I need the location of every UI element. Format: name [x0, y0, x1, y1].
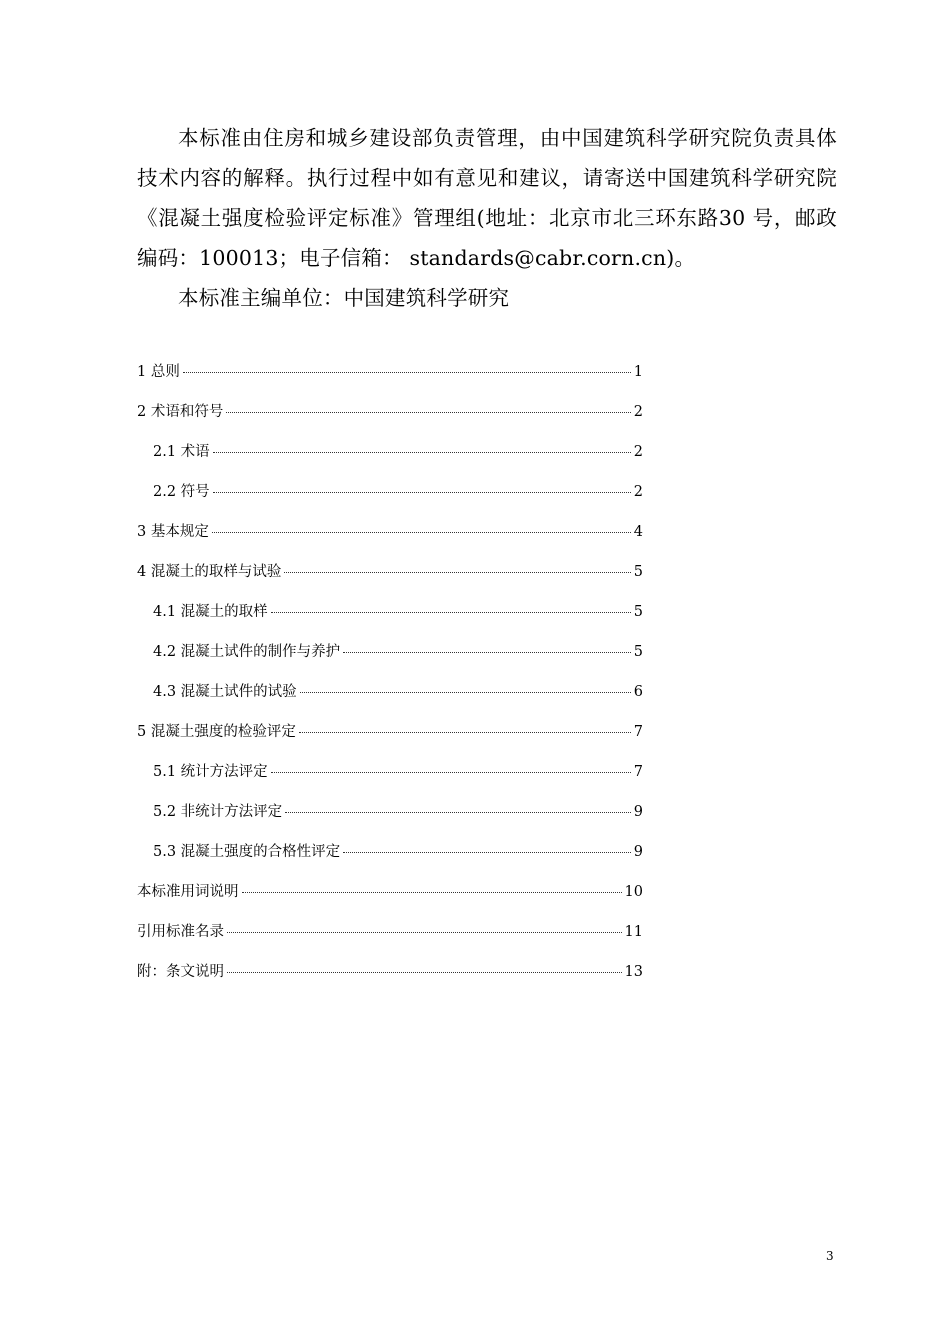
toc-entry-page: 1 — [633, 364, 643, 380]
toc-entry-label: 4.2 混凝土试件的制作与养护 — [153, 644, 341, 660]
toc-dot-leader — [271, 612, 631, 613]
toc-entry[interactable] — [137, 840, 643, 880]
toc-entry[interactable] — [137, 800, 643, 840]
toc-entry[interactable] — [137, 960, 643, 1000]
toc-dot-leader — [242, 892, 622, 893]
toc-entry-label: 2.1 术语 — [153, 444, 210, 460]
toc-entry-label: 5 混凝土强度的检验评定 — [137, 724, 296, 740]
toc-entry[interactable] — [137, 600, 643, 640]
toc-entry-page: 10 — [624, 884, 643, 900]
toc-entry-page: 7 — [633, 724, 643, 740]
toc-entry-page: 13 — [624, 964, 643, 980]
toc-entry[interactable] — [137, 520, 643, 560]
intro-paragraph-chief-unit: 本标准主编单位：中国建筑科学研究 — [178, 286, 510, 310]
toc-entry[interactable] — [137, 680, 643, 720]
toc-entry[interactable] — [137, 360, 643, 400]
toc-entry-page: 4 — [633, 524, 643, 540]
toc-dot-leader — [213, 452, 631, 453]
toc-dot-leader — [227, 932, 622, 933]
intro-paragraph-management: 本标准由住房和城乡建设部负责管理，由中国建筑科学研究院负责具体技术内容的解释。执行过程中如有意见和建议，请寄送中国建筑科学研究院《混凝土强度检验评定标准》管理组(地址：北京市北三环东路30 号，邮政编码：100013；电子信箱： standards@cabr.corn.cn)。 — [137, 126, 837, 270]
toc-entry-page: 9 — [633, 804, 643, 820]
table-of-contents — [137, 360, 643, 1000]
toc-entry[interactable] — [137, 560, 643, 600]
toc-dot-leader — [226, 412, 630, 413]
toc-entry-page: 5 — [633, 604, 643, 620]
toc-entry[interactable] — [137, 760, 643, 800]
toc-entry-label: 4.1 混凝土的取样 — [153, 604, 268, 620]
toc-entry-label: 附：条文说明 — [137, 964, 224, 980]
toc-entry[interactable] — [137, 720, 643, 760]
toc-dot-leader — [284, 572, 630, 573]
toc-entry-label: 1 总则 — [137, 364, 180, 380]
toc-entry-label: 5.2 非统计方法评定 — [153, 804, 283, 820]
toc-entry-label: 5.3 混凝土强度的合格性评定 — [153, 844, 341, 860]
toc-entry-label: 4.3 混凝土试件的试验 — [153, 684, 297, 700]
toc-entry[interactable] — [137, 400, 643, 440]
toc-dot-leader — [300, 692, 631, 693]
toc-entry-page: 9 — [633, 844, 643, 860]
toc-dot-leader — [212, 532, 631, 533]
toc-entry-label: 引用标准名录 — [137, 924, 224, 940]
toc-entry-page: 11 — [624, 924, 643, 940]
toc-dot-leader — [227, 972, 622, 973]
page-number: 3 — [826, 1249, 834, 1263]
toc-entry-page: 2 — [633, 444, 643, 460]
toc-entry-page: 5 — [633, 644, 643, 660]
toc-entry-page: 2 — [633, 404, 643, 420]
toc-entry-page: 5 — [633, 564, 643, 580]
toc-entry-page: 2 — [633, 484, 643, 500]
toc-entry[interactable] — [137, 640, 643, 680]
toc-entry[interactable] — [137, 480, 643, 520]
toc-entry[interactable] — [137, 880, 643, 920]
toc-dot-leader — [213, 492, 631, 493]
toc-dot-leader — [343, 852, 631, 853]
toc-dot-leader — [183, 372, 631, 373]
toc-entry[interactable] — [137, 440, 643, 480]
toc-entry-label: 3 基本规定 — [137, 524, 209, 540]
toc-entry-label: 2 术语和符号 — [137, 404, 224, 420]
toc-entry-page: 7 — [633, 764, 643, 780]
toc-entry-label: 2.2 符号 — [153, 484, 210, 500]
toc-entry-page: 6 — [633, 684, 643, 700]
intro-section — [137, 118, 837, 318]
toc-dot-leader — [343, 652, 631, 653]
toc-dot-leader — [299, 732, 631, 733]
toc-entry-label: 5.1 统计方法评定 — [153, 764, 268, 780]
toc-entry-label: 本标准用词说明 — [137, 884, 239, 900]
toc-entry-label: 4 混凝土的取样与试验 — [137, 564, 282, 580]
toc-entry[interactable] — [137, 920, 643, 960]
toc-dot-leader — [285, 812, 631, 813]
toc-dot-leader — [271, 772, 631, 773]
